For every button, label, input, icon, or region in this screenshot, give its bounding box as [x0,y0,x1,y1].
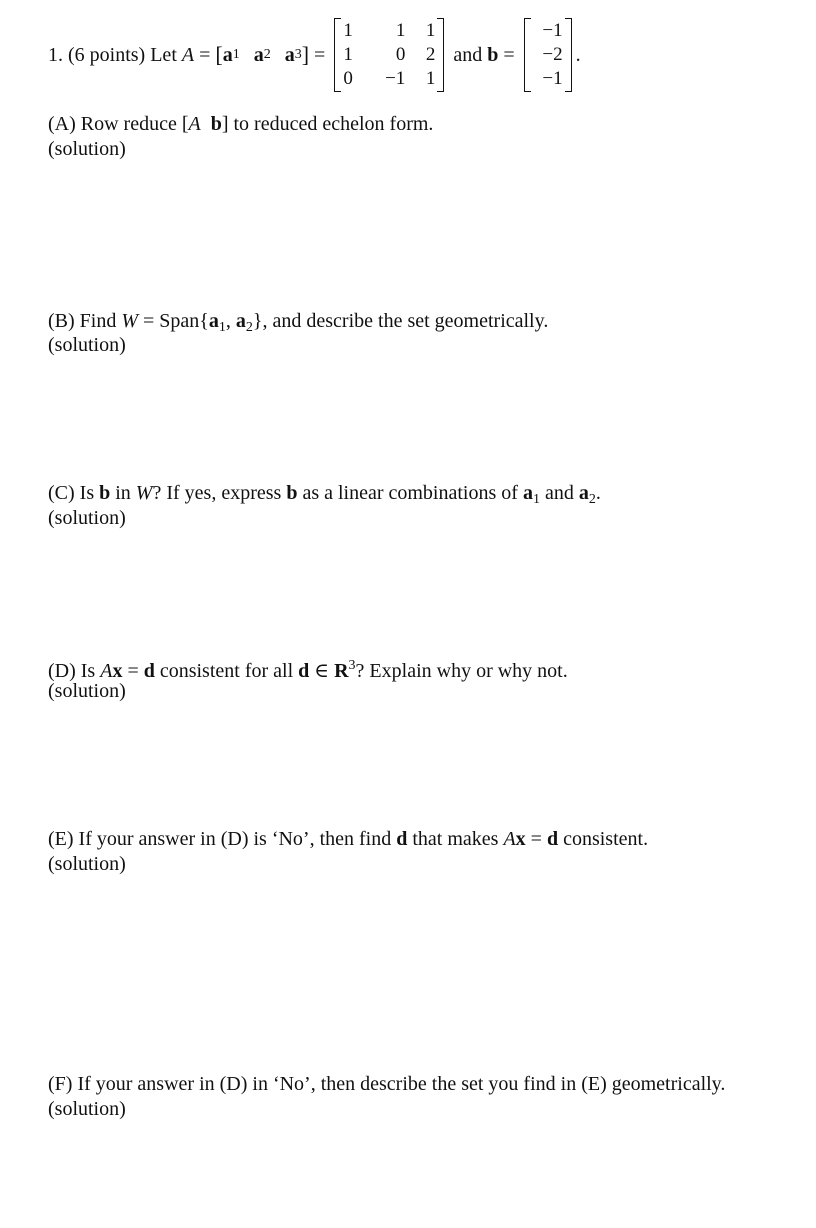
part-b-equals: = [143,310,155,332]
part-c-text-1: (C) Is [48,482,95,504]
part-e-text-2: that makes [412,828,499,850]
matrix-symbol-A: A [181,43,195,66]
part-d-A: A [100,660,113,682]
equals-sign-3: = [503,43,515,66]
part-b-a1: a [208,310,219,332]
part-a-matrix-A: A [188,113,201,135]
matrix-A-cell: −1 [385,68,406,89]
part-a-text-2: ] to reduced echelon form. [221,113,434,135]
part-b-a2: a [235,310,246,332]
part-d-question [48,654,568,683]
part-b-span: Span{ [159,310,209,332]
equals-sign: = [199,43,211,66]
part-e-A: A [503,828,516,850]
vector-b-cell: −1 [542,20,563,41]
column-a1-subscript: 1 [232,47,240,62]
matrix-A-cell: 1 [395,20,406,41]
right-square-bracket: ] [301,42,310,67]
vector-b-cell: −2 [542,44,563,65]
equals-sign-2: = [314,43,326,66]
part-c-a1: a [522,482,533,504]
left-square-bracket: [ [215,42,223,67]
matrix-A-right-bracket [437,18,444,92]
part-a-vector-b: b [210,113,222,135]
part-c-sub-1: 1 [532,492,540,507]
vector-b-entries [531,18,565,92]
part-c-W: W [135,482,153,504]
vector-symbol-b: b [487,43,499,66]
column-a3-subscript: 3 [294,47,302,62]
part-c-and: and [544,482,574,504]
and-word: and [453,43,483,66]
column-a2-symbol: a [253,43,264,66]
part-d-R: R [334,660,349,682]
matrix-A-cell: 1 [343,20,353,41]
part-f-question: (F) If your answer in (D) in ‘No’, then describe the set you find in (E) geometrically. [48,1073,726,1095]
part-e-d-2: d [546,828,559,850]
part-b-solution: (solution) [48,334,126,356]
part-e-solution: (solution) [48,853,126,875]
part-b-comma: , [225,310,231,332]
matrix-A [334,18,444,92]
part-d-d: d [143,660,155,682]
part-e-question [48,827,648,851]
problem-statement [48,16,581,94]
part-b-sub-1: 1 [218,320,226,335]
part-c-solution: (solution) [48,507,126,529]
part-c-text-3: as a linear combinations of [302,482,518,504]
part-e-text-1: (E) If your answer in (D) is ‘No’, then find [48,828,392,850]
problem-number: 1. [48,43,63,66]
column-a2-subscript: 2 [263,47,271,62]
part-c-period: . [595,482,601,504]
part-d-text-1: (D) Is [48,660,96,682]
part-d-text-2: consistent for all [159,660,294,682]
part-c-question [48,481,601,512]
part-b-W: W [121,310,139,332]
period: . [575,43,581,66]
part-a-solution: (solution) [48,138,126,160]
matrix-A-cell: 1 [343,44,353,65]
matrix-A-cell: 0 [395,44,406,65]
part-b-text-1: (B) Find [48,310,117,332]
part-b-sub-2: 2 [245,320,253,335]
part-a-question [48,112,433,136]
part-e-text-3: consistent. [563,828,649,850]
vector-b [524,18,572,92]
problem-points: (6 points) [68,43,146,66]
part-c-text-2: ? If yes, express [152,482,282,504]
part-d-element-of: ∈ [314,660,330,682]
matrix-A-cell: 1 [425,20,436,41]
column-a1-symbol: a [222,43,233,66]
part-c-a2: a [578,482,589,504]
part-d-x: x [112,660,123,682]
let-word: Let [150,43,177,66]
part-e-d: d [396,828,408,850]
vector-b-left-bracket [524,18,531,92]
part-d-text-3: ? Explain why or why not. [355,660,568,682]
matrix-A-cell: 2 [425,44,436,65]
matrix-A-left-bracket [334,18,341,92]
part-f-solution: (solution) [48,1098,126,1120]
part-c-sub-2: 2 [588,492,596,507]
part-e-x: x [515,828,526,850]
vector-b-right-bracket [565,18,572,92]
part-d-d-2: d [298,660,310,682]
part-d-equals: = [127,660,139,682]
part-e-equals: = [530,828,542,850]
matrix-A-cell: 1 [425,68,436,89]
part-d-solution: (solution) [48,680,126,702]
matrix-A-entries [341,18,437,92]
vector-b-cell: −1 [542,68,563,89]
part-b-text-2: }, and describe the set geometrically. [252,310,549,332]
part-c-b-2: b [286,482,298,504]
column-a3-symbol: a [284,43,295,66]
matrix-A-cell: 0 [343,68,353,89]
part-a-text-1: (A) Row reduce [ [48,113,189,135]
part-c-in: in [115,482,131,504]
part-c-b: b [99,482,111,504]
part-d-exponent: 3 [348,658,356,673]
